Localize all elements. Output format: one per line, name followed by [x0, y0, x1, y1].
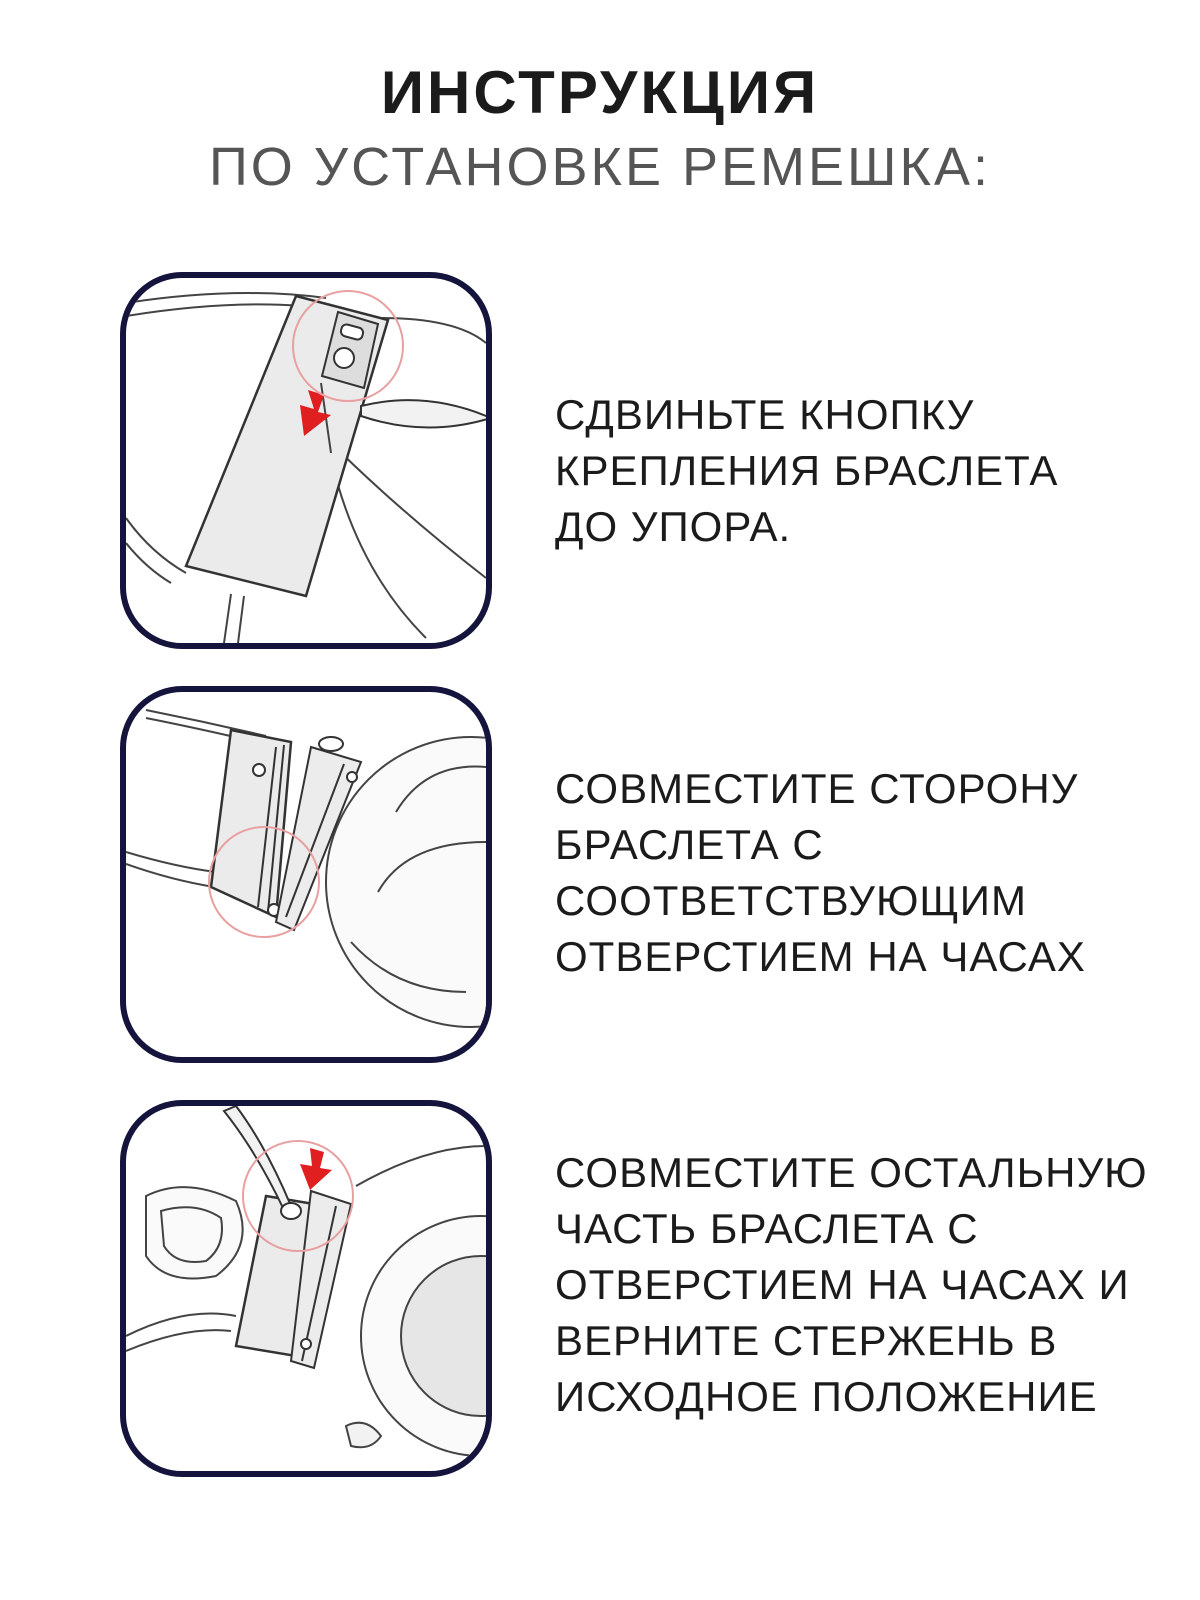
step-2-line-2: БРАСЛЕТА С [555, 821, 824, 868]
step-1-line-3: ДО УПОРА. [555, 503, 792, 550]
align-strap-side-drawing [126, 692, 486, 1057]
step-2-line-4: ОТВЕРСТИЕМ НА ЧАСАХ [555, 933, 1086, 980]
page-title: ИНСТРУКЦИЯ [380, 59, 820, 126]
step-2-line-1: СОВМЕСТИТЕ СТОРОНУ [555, 765, 1079, 812]
step-2-illustration [120, 686, 492, 1063]
step-2-text [555, 761, 1175, 985]
step-3-illustration [120, 1100, 492, 1477]
step-1-text [555, 387, 1175, 555]
step-1-line-1: СДВИНЬТЕ КНОПКУ [555, 391, 975, 438]
insert-remaining-strap-drawing [126, 1106, 486, 1471]
step-3-text [555, 1145, 1175, 1425]
page-subtitle: ПО УСТАНОВКЕ РЕМЕШКА: [208, 137, 992, 197]
step-3-line-1: СОВМЕСТИТЕ ОСТАЛЬНУЮ [555, 1149, 1148, 1196]
step-2-line-3: СООТВЕТСТВУЮЩИМ [555, 877, 1027, 924]
step-3-line-5: ИСХОДНОЕ ПОЛОЖЕНИЕ [555, 1373, 1098, 1420]
step-1-line-2: КРЕПЛЕНИЯ БРАСЛЕТА [555, 447, 1059, 494]
step-3-line-2: ЧАСТЬ БРАСЛЕТА С [555, 1205, 979, 1252]
step-3-line-3: ОТВЕРСТИЕМ НА ЧАСАХ И [555, 1261, 1130, 1308]
step-3-line-4: ВЕРНИТЕ СТЕРЖЕНЬ В [555, 1317, 1058, 1364]
strap-button-slide-drawing [126, 278, 486, 643]
step-1-illustration [120, 272, 492, 649]
